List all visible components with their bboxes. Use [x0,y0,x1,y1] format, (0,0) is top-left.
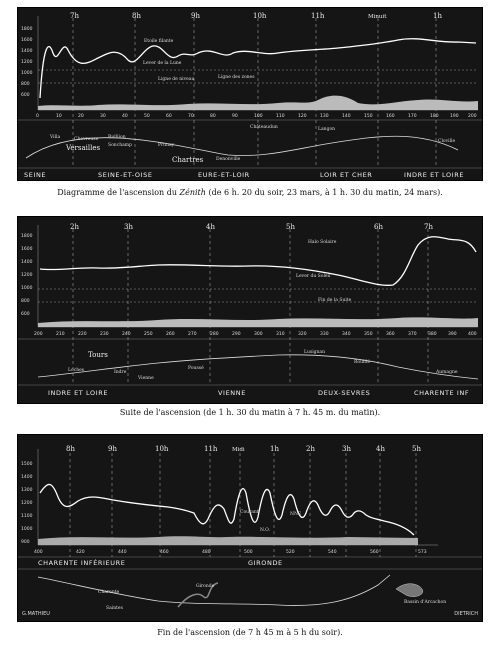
panel1-x-tick: 90 [232,114,238,119]
panel3-hour-label: 10h [155,445,169,453]
panel2-region: INDRE ET LOIRE [48,389,109,397]
panel2-region: DEUX-SEVRES [318,389,371,397]
panel2-x-tick: 240 [122,332,131,337]
panel1-svg [18,8,482,180]
panel1-place: Rulliion [108,135,126,140]
diagram-panel-zenith-part2 [17,216,483,404]
panel1-place: Prunay [158,143,175,148]
panel1-hour-label: 9h [191,12,200,20]
diagram-panel-zenith-part1 [17,7,483,181]
panel2-y-tick: 1600 [21,247,33,252]
panel1-x-tick: 130 [320,114,329,119]
panel1-region: SEINE [24,171,47,179]
panel1-y-axis [21,26,33,98]
panel2-y-tick: 800 [21,299,30,304]
panel1-x-tick: 50 [144,114,150,119]
panel3-bay [396,584,423,597]
panel1-x-tick: 140 [342,114,351,119]
panel2-place: Poussé [188,366,204,371]
caption-1-name: Zénith [179,188,206,197]
panel1-hour-label: Minuit [368,14,387,20]
panel2-place: Rouillé [354,360,370,365]
panel3-hour-label: 9h [108,445,117,453]
panel3-place: Charente [98,590,120,595]
panel1-x-tick: 100 [254,114,263,119]
panel1-x-tick: 60 [166,114,172,119]
panel3-svg [18,435,482,621]
panel2-annotation: Lever du Soleil [296,274,331,279]
panel3-annotation: Courant [240,510,259,515]
panel2-region: VIENNE [218,389,246,397]
panel3-x-tick: 540 [328,550,337,555]
panel1-x-tick: 10 [56,114,62,119]
panel2-x-tick: 270 [188,332,197,337]
credit-right: DIETRICH [454,611,478,617]
panel2-place: Loches [68,368,85,373]
panel1-x-tick: 70 [188,114,194,119]
panel2-svg [18,217,482,403]
panel1-place: Chevreuse [74,137,99,142]
caption-1-pre: Diagramme de l'ascension du [57,188,180,197]
panel2-grid [18,225,482,385]
panel3-y-axis [21,461,33,545]
panel2-x-tick: 370 [408,332,417,337]
caption-1-post: (de 6 h. 20 du soir, 23 mars, à 1 h. 30 du matin, 24 mars). [205,188,443,197]
caption-1 [0,188,500,197]
panel2-y-tick: 1800 [21,234,33,239]
panel1-x-tick: 200 [468,114,477,119]
panel2-annotation: Fin de la Suite [318,298,352,303]
panel2-y-tick: 600 [21,312,30,317]
panel1-x-tick: 110 [276,114,285,119]
panel1-y-tick: 1200 [21,60,33,65]
panel1-y-tick: 1000 [21,71,33,76]
panel3-x-tick: 573 [418,550,427,555]
panel3-annotation: N.O. [260,528,270,533]
panel1-x-tick: 180 [430,114,439,119]
panel3-y-tick: 1500 [21,462,33,467]
panel2-place: Vienne [138,376,154,381]
panel3-y-tick: 900 [21,540,30,545]
caption-2: Suite de l'ascension (de 1 h. 30 du matin à 7 h. 45 m. du matin). [119,408,381,417]
panel3-terrain [38,536,418,545]
panel1-annotation: Ligne des zones [218,75,255,80]
panel2-x-tick: 310 [276,332,285,337]
panel2-x-tick: 230 [100,332,109,337]
panel3-x-tick: 480 [202,550,211,555]
panel3-hour-label: 4h [376,445,385,453]
panel2-place: Lusignan [304,350,325,355]
panel3-x-tick: 560 [370,550,379,555]
panel2-x-tick: 220 [78,332,87,337]
panel2-hour-label: 4h [206,223,215,231]
panel3-hour-label: 11h [204,445,218,453]
panel1-x-tick: 0 [36,114,39,119]
panel3-x-tick: 520 [286,550,295,555]
panel3-hour-label: 5h [412,445,421,453]
panel2-x-tick: 340 [342,332,351,337]
panel3-x-tick: 420 [76,550,85,555]
panel1-x-tick: 170 [408,114,417,119]
panel1-y-tick: 1400 [21,49,33,54]
panel1-y-tick: 600 [21,93,30,98]
panel1-place-major: Chartres [172,156,204,164]
panel2-x-tick: 390 [448,332,457,337]
panel1-y-tick: 1800 [21,27,33,32]
panel3-hour-label: 1h [270,445,279,453]
panel2-terrain [38,317,478,327]
panel3-hour-label: Midi [232,447,245,453]
panel1-annotation: Lever de la Lune [143,61,182,66]
panel2-x-tick: 380 [428,332,437,337]
panel2-region: CHARENTE INF [414,389,470,397]
panel1-x-tick: 120 [298,114,307,119]
panel2-place: Indre [114,370,127,375]
panel1-x-tick: 30 [100,114,106,119]
panel1-region: EURE-ET-LOIR [198,171,250,179]
panel2-x-tick: 280 [210,332,219,337]
panel1-place: Cloville [438,139,456,144]
panel2-hour-label: 7h [424,223,433,231]
panel2-x-tick: 320 [298,332,307,337]
panel2-x-tick: 300 [254,332,263,337]
panel2-x-tick: 350 [364,332,373,337]
panel1-annotation: Etoile filante [144,39,174,44]
panel1-region: INDRE ET LOIRE [404,171,465,179]
diagram-panel-zenith-part3 [17,434,483,622]
panel2-hour-label: 6h [374,223,383,231]
panel3-place: Gironde [196,584,215,589]
panel3-annotation: NNE [290,512,302,517]
panel3-x-tick: 460 [160,550,169,555]
panel3-y-tick: 1400 [21,475,33,480]
panel1-place: Denonville [216,157,241,162]
panel2-x-tick: 250 [144,332,153,337]
panel2-x-tick: 330 [320,332,329,337]
panel1-place: Langon [318,127,336,132]
panel1-hour-label: 11h [311,12,325,20]
panel3-y-tick: 1000 [21,527,33,532]
panel2-hour-label: 2h [70,223,79,231]
panel3-altitude-curve [40,484,414,535]
panel3-region: GIRONDE [248,559,283,567]
panel3-route [38,575,390,605]
panel2-y-tick: 1200 [21,273,33,278]
panel1-x-tick: 160 [386,114,395,119]
panel3-y-tick: 1300 [21,488,33,493]
caption-3: Fin de l'ascension (de 7 h 45 m à 5 h du soir). [157,628,343,637]
panel2-x-tick: 290 [232,332,241,337]
credit-left: G.MATHIEU [22,611,50,617]
panel2-y-tick: 1400 [21,260,33,265]
panel2-x-tick: 260 [166,332,175,337]
panel3-hour-label: 8h [66,445,75,453]
panel2-hour-label: 5h [286,223,295,231]
panel3-hour-label: 3h [342,445,351,453]
panel2-x-axis [34,331,477,337]
panel2-y-axis [21,233,33,317]
panel3-x-axis [34,549,427,555]
panel3-x-tick: 500 [244,550,253,555]
panel1-x-axis [36,113,477,119]
panel2-x-tick: 210 [56,332,65,337]
panel1-x-tick: 40 [122,114,128,119]
panel1-place: Villa [50,135,61,140]
panel3-region: CHARENTE INFÉRIEURE [38,559,126,567]
panel1-x-tick: 190 [450,114,459,119]
panel2-x-tick: 360 [386,332,395,337]
panel1-place: Châteaudun [250,125,278,130]
panel3-y-tick: 1200 [21,501,33,506]
panel3-hour-label: 2h [306,445,315,453]
panel1-x-tick: 20 [78,114,84,119]
panel1-region: LOIR ET CHER [320,171,373,179]
panel2-hour-label: 3h [124,223,133,231]
panel3-place: Bassin d'Arcachon [404,600,447,605]
panel1-place-major: Versailles [66,144,101,152]
panel1-place: Sonchamp [108,143,132,148]
panel1-x-tick: 80 [210,114,216,119]
panel1-x-tick: 150 [364,114,373,119]
panel1-y-tick: 1600 [21,38,33,43]
panel3-x-tick: 440 [118,550,127,555]
panel1-annotation: Ligne de niveau [158,77,195,82]
panel2-place: Aumagne [436,370,458,375]
panel1-region: SEINE-ET-OISE [98,171,153,179]
panel3-place: Saintes [106,606,123,611]
panel2-place-major: Tours [88,351,108,359]
panel3-x-tick: 400 [34,550,43,555]
panel1-hour-label: 8h [132,12,141,20]
panel2-altitude-curve [40,237,476,286]
panel3-y-tick: 1100 [21,514,33,519]
panel2-y-tick: 1000 [21,286,33,291]
panel1-y-tick: 800 [21,82,30,87]
panel2-annotation: Halo Solaire [308,240,337,245]
panel1-hour-label: 10h [253,12,267,20]
panel2-x-tick: 400 [468,332,477,337]
panel1-hour-label: 1h [433,12,442,20]
panel1-hour-label: 7h [70,12,79,20]
panel2-x-tick: 200 [34,332,43,337]
